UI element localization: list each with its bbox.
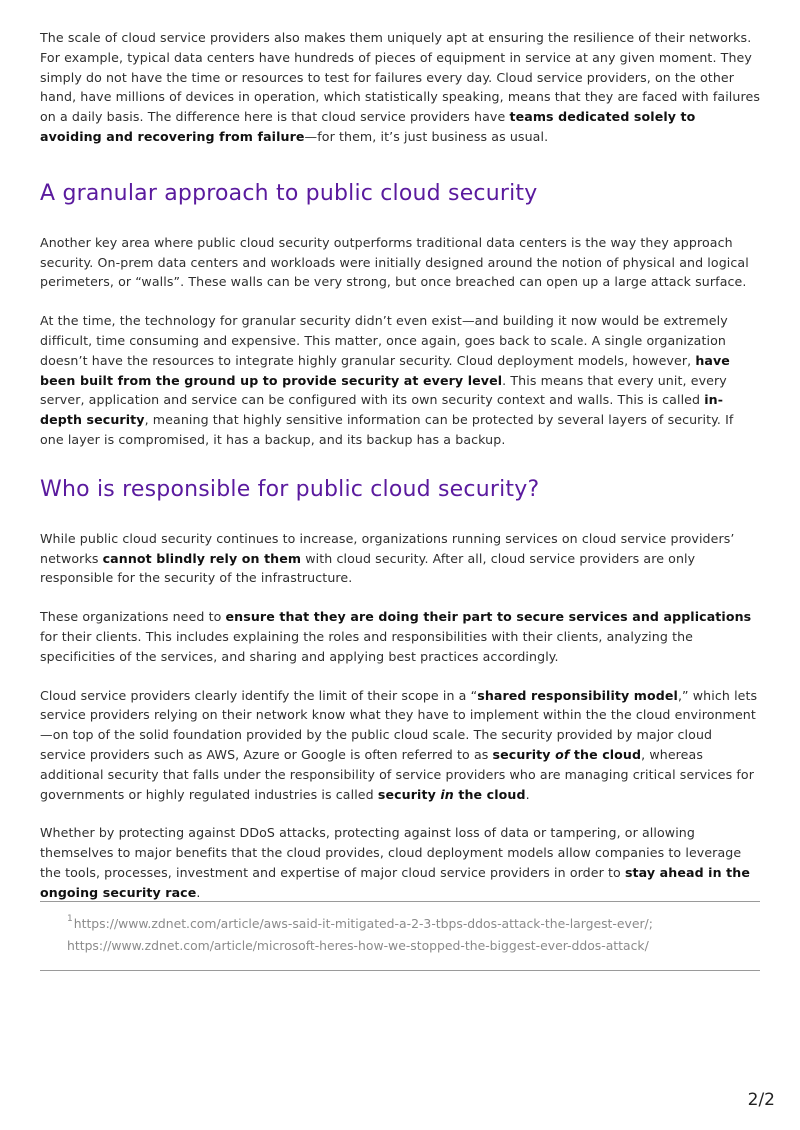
paragraph-do-their-part: These organizations need to ensure that they are doing their part to secure services and applications for their clients. This includes explaining the roles and responsibilities with their clients, analyzing the specificities of the services, and sharing and applying best practices accordingly. bbox=[40, 609, 752, 664]
paragraph-cannot-rely: While public cloud security continues to increase, organizations running services on cloud service providers’ networks cannot blindly rely on them with cloud security. After all, cloud service providers are only responsible for the security of the infrastructure. bbox=[40, 530, 735, 586]
heading-responsibility: Who is responsible for public cloud security? bbox=[40, 476, 540, 502]
footnote-marker: 1 bbox=[67, 914, 73, 924]
heading-granular-approach: A granular approach to public cloud security bbox=[40, 180, 538, 206]
paragraph-perimeters: Another key area where public cloud security outperforms traditional data centers is the way they approach security. On-prem data centers and workloads were initially designed around the notion of physical and logical perimeters, or “walls”. These walls can be very strong, but once breached can open up a large attack surface. bbox=[40, 234, 749, 290]
footnote-link-1[interactable]: $^1$https://www.zdnet.com/article/aws-said-it-mitigated-a-2-3-tbps-ddos-attack-the-largest-ever/; bbox=[67, 914, 653, 931]
paragraph-stay-ahead: Whether by protecting against DDoS attacks, protecting against loss of data or tampering, or allowing themselves to major benefits that the cloud provides, cloud deployment models allow companies to leverage the tools, processes, investment and expertise of major cloud service providers in order to stay ahead in the ongoing security race. bbox=[40, 825, 750, 900]
page-number: 2/2 bbox=[747, 1090, 775, 1110]
footnote-section bbox=[40, 901, 760, 971]
paragraph-resilience: The scale of cloud service providers also makes them uniquely apt at ensuring the resilience of their networks. For example, typical data centers have hundreds of pieces of equipment in service at any given moment. They simply do not have the time or resources to test for failures every day. Cloud service providers, on the other hand, have millions of devices in operation, which statistically speaking, means that they are faced with failures on a daily basis. The difference here is that cloud service providers have teams dedicated solely to avoiding and recovering from failure—for them, it’s just business as usual. bbox=[40, 30, 760, 144]
paragraph-shared-responsibility: Cloud service providers clearly identify the limit of their scope in a “shared responsibility model,” which lets service providers relying on their network know what they have to implement within the the cloud environment—on top of the solid foundation provided by the public cloud scale. The security provided by major cloud service providers such as AWS, Azure or Google is often referred to as security of the cloud, whereas additional security that falls under the responsibility of service providers who are managing critical services for governments or highly regulated industries is called security in the cloud. bbox=[40, 687, 758, 802]
footnote-link-2[interactable]: https://www.zdnet.com/article/microsoft-heres-how-we-stopped-the-biggest-ever-ddos-attack/ bbox=[67, 938, 649, 953]
paragraph-granular-security: At the time, the technology for granular security didn’t even exist—and building it now would be extremely difficult, time consuming and expensive. This matter, once again, goes back to scale. A single organization doesn’t have the resources to integrate highly granular security. Cloud deployment models, however, have been built from the ground up to provide security at every level. This means that every unit, every server, application and service can be configured with its own security context and walls. This is called in-depth security, meaning that highly sensitive information can be protected by several layers of security. If one layer is compromised, it has a backup, and its backup has a backup. bbox=[40, 313, 734, 447]
document-body bbox=[40, 28, 760, 903]
